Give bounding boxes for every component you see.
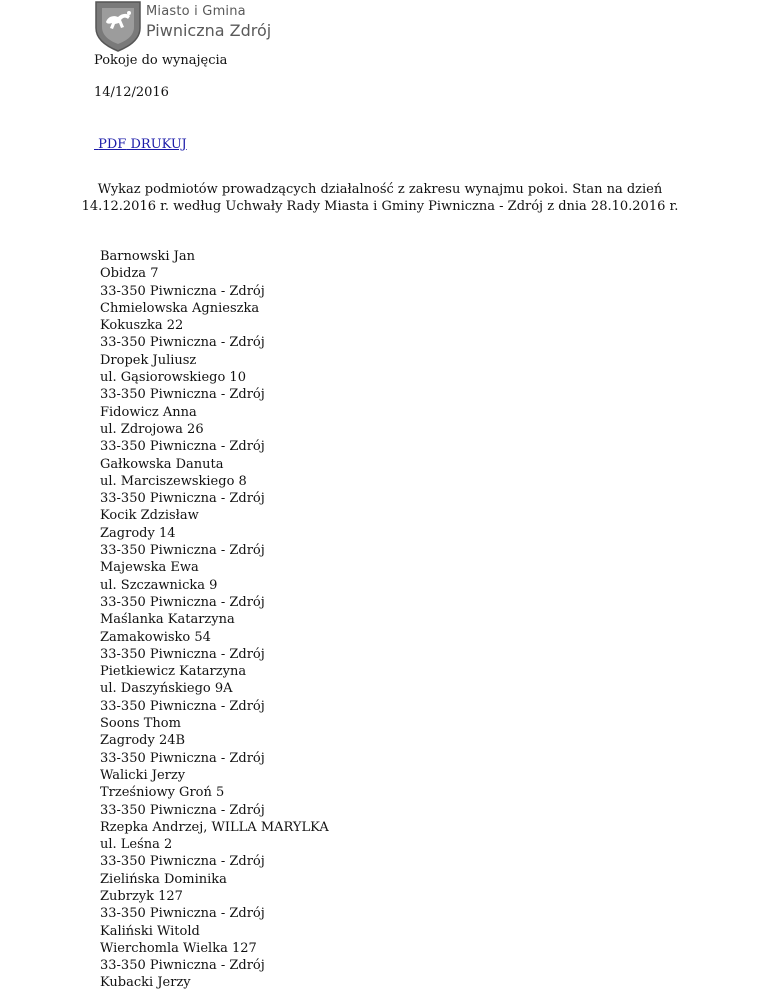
entry-street: Kokuszka 22 xyxy=(100,318,184,334)
entry-street: ul. Daszyńskiego 9A xyxy=(100,681,233,697)
print-link[interactable] xyxy=(126,137,186,152)
list-item xyxy=(100,300,329,352)
entry-city: 33-350 Piwniczna - Zdrój xyxy=(100,802,265,818)
entry-street: ul. Szczawnicka 9 xyxy=(100,577,218,593)
entry-street: Zamakowisko 54 xyxy=(100,629,211,645)
entry-name: Gałkowska Danuta xyxy=(100,456,224,472)
entry-street: Trześniowy Groń 5 xyxy=(100,785,225,801)
intro-paragraph: Wykaz podmiotów prowadzących działalność z zakresu wynajmu pokoi. Stan na dzień 14.12.2016 r. według Uchwały Rady Miasta i Gminy Piwniczna - Zdrój z dnia 28.10.2016 r. xyxy=(81,182,679,214)
entry-city: 33-350 Piwniczna - Zdrój xyxy=(100,283,265,299)
entry-street: Zubrzyk 127 xyxy=(100,888,183,904)
entry-name: Maślanka Katarzyna xyxy=(100,612,235,628)
entry-name: Barnowski Jan xyxy=(100,249,196,264)
entry-city: 33-350 Piwniczna - Zdrój xyxy=(100,335,265,351)
entry-name: Fidowicz Anna xyxy=(100,404,197,420)
entry-city: 33-350 Piwniczna - Zdrój xyxy=(100,750,265,766)
entry-city: 33-350 Piwniczna - Zdrój xyxy=(100,439,265,455)
entry-city: 33-350 Piwniczna - Zdrój xyxy=(100,854,265,870)
document-actions xyxy=(94,137,187,152)
list-item xyxy=(100,923,329,975)
entry-name: Pietkiewicz Katarzyna xyxy=(100,664,247,680)
entry-city: 33-350 Piwniczna - Zdrój xyxy=(100,958,265,974)
entry-city: 33-350 Piwniczna - Zdrój xyxy=(100,543,265,559)
list-item xyxy=(100,404,329,456)
entry-name: Kaliński Witold xyxy=(100,923,200,939)
entry-street: ul. Zdrojowa 26 xyxy=(100,421,204,437)
entry-name: Rzepka Andrzej, WILLA MARYLKA xyxy=(100,819,329,835)
list-item xyxy=(100,819,329,871)
pdf-link-label: PDF xyxy=(98,137,127,152)
list-item xyxy=(100,248,329,300)
entry-street: Wierchomla Wielka 127 xyxy=(100,940,257,956)
entry-city: 33-350 Piwniczna - Zdrój xyxy=(100,387,265,403)
entry-name: Zielińska Dominika xyxy=(100,871,227,887)
entry-name: Kocik Zdzisław xyxy=(100,508,199,524)
site-logo[interactable] xyxy=(94,0,284,52)
list-item xyxy=(100,352,329,404)
publish-date: 14/12/2016 xyxy=(94,85,169,100)
landlord-list xyxy=(100,248,329,992)
entry-street: ul. Leśna 2 xyxy=(100,837,173,853)
coat-of-arms-icon xyxy=(94,0,142,52)
logo-text-line2: Piwniczna Zdrój xyxy=(146,21,272,40)
logo-text-line1: Miasto i Gmina xyxy=(146,4,246,19)
entry-name: Majewska Ewa xyxy=(100,560,199,576)
list-item xyxy=(100,974,329,991)
pdf-link[interactable] xyxy=(94,137,126,152)
entry-city: 33-350 Piwniczna - Zdrój xyxy=(100,698,265,714)
entry-city: 33-350 Piwniczna - Zdrój xyxy=(100,594,265,610)
list-item xyxy=(100,767,329,819)
entry-street: Zagrody 14 xyxy=(100,525,176,541)
entry-city: 33-350 Piwniczna - Zdrój xyxy=(100,491,265,507)
entry-name: Kubacki Jerzy xyxy=(100,975,191,991)
list-item xyxy=(100,611,329,663)
entry-street: Zagrody 24B xyxy=(100,733,186,749)
list-item xyxy=(100,715,329,767)
list-item xyxy=(100,559,329,611)
list-item xyxy=(100,871,329,923)
list-item xyxy=(100,663,329,715)
list-item xyxy=(100,507,329,559)
entry-street: ul. Gąsiorowskiego 10 xyxy=(100,370,246,386)
entry-name: Dropek Juliusz xyxy=(100,352,197,368)
entry-city: 33-350 Piwniczna - Zdrój xyxy=(100,906,265,922)
entry-city: 33-350 Piwniczna - Zdrój xyxy=(100,646,265,662)
entry-name: Chmielowska Agnieszka xyxy=(100,300,260,316)
print-link-label: DRUKUJ xyxy=(130,137,187,152)
entry-street: Obidza 7 xyxy=(100,266,159,282)
entry-street: ul. Marciszewskiego 8 xyxy=(100,473,247,489)
entry-name: Walicki Jerzy xyxy=(100,767,186,783)
entry-name: Soons Thom xyxy=(100,716,181,732)
page-title: Pokoje do wynajęcia xyxy=(94,53,228,68)
list-item xyxy=(100,456,329,508)
